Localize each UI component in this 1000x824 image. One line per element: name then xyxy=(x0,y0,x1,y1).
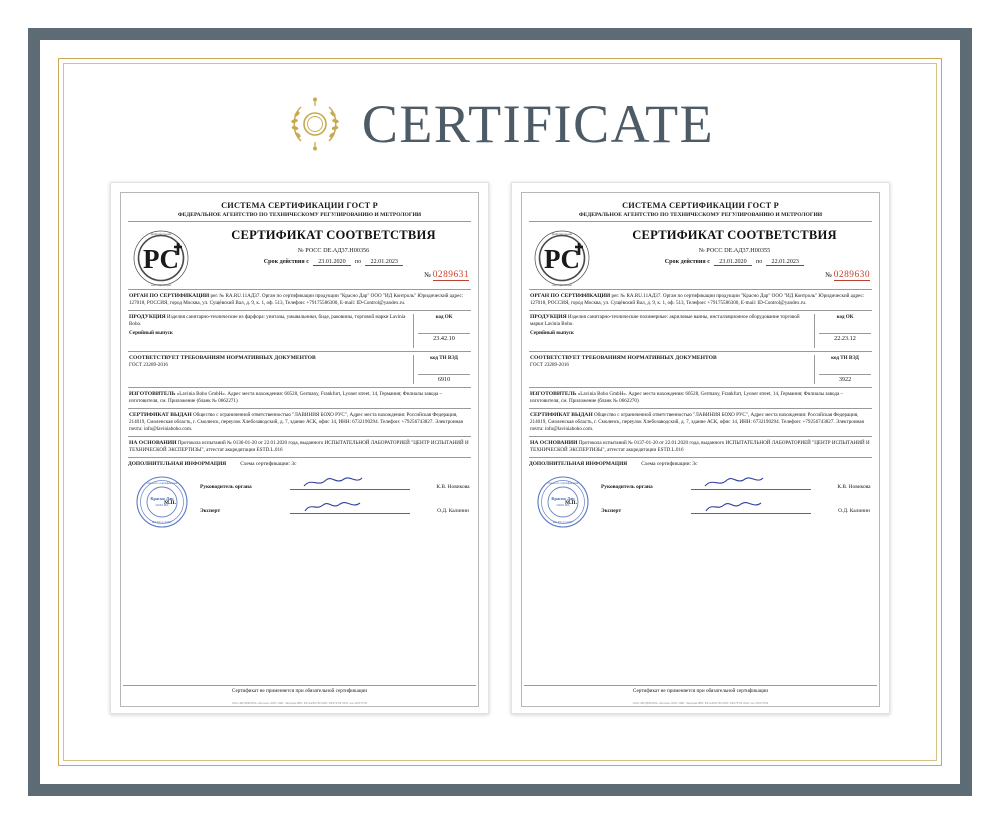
additional-info xyxy=(128,461,471,467)
ok-label: код ОК xyxy=(435,314,453,321)
tnved-value: 3922 xyxy=(819,374,871,384)
mp-label: М.П. xyxy=(565,500,577,506)
svg-text:Красно Дар: Красно Дар xyxy=(551,496,575,501)
section-product xyxy=(128,310,471,351)
section-product xyxy=(529,310,872,351)
basis-caption: НА ОСНОВАНИИ xyxy=(530,439,578,446)
signature-lines xyxy=(200,478,490,526)
validity-label: Срок действия с xyxy=(263,259,309,265)
expert-signature-line xyxy=(691,502,811,514)
head-name: К.В. Новикова xyxy=(837,484,871,490)
signature-area xyxy=(128,457,471,535)
svg-text:сертификация: сертификация xyxy=(551,283,573,287)
head-signature-row xyxy=(601,478,891,490)
svg-text:Добровольная: Добровольная xyxy=(551,232,573,236)
round-blue-stamp-icon xyxy=(134,474,190,530)
expert-name: О.Д. Калинин xyxy=(437,508,469,514)
section-conformity xyxy=(529,351,872,387)
signature-scribble-icon xyxy=(703,475,765,489)
svg-text:Красно Дар: Красно Дар xyxy=(150,496,174,501)
reg-number: РОСС DE.АД37.Н00355 xyxy=(706,247,771,254)
mp-label: М.П. xyxy=(164,500,176,506)
addinfo-text: Схема сертификации: 3с xyxy=(641,461,698,467)
signature-scribble-icon xyxy=(302,499,364,513)
issued-caption: СЕРТИФИКАТ ВЫДАН xyxy=(530,412,593,419)
tnved-label: код ТН ВЭД xyxy=(430,355,458,362)
addinfo-caption: ДОПОЛНИТЕЛЬНАЯ ИНФОРМАЦИЯ xyxy=(128,461,227,467)
maker-caption: ИЗГОТОВИТЕЛЬ xyxy=(129,391,176,397)
reg-label: № xyxy=(698,247,705,254)
head-signature-row xyxy=(200,478,490,490)
validity-from: 23.01.2020 xyxy=(714,259,752,266)
svg-text:Орган по сертификации: Орган по сертификации xyxy=(547,481,579,485)
svg-text:сертификация: сертификация xyxy=(150,283,172,287)
certificate-document-2[interactable] xyxy=(511,182,890,714)
organ-text: рег. № RA.RU.11АД37. Орган по сертификации продукции "Красно Дар" ООО "ИД Контроль" Юридический адрес: 127018, РОССИЯ, город Москва, ул. Сущёвский Вал, д. 9, к. 1, оф. 513, Телефон: +79175586300, E-mail: ID-Control@yandex.ru. xyxy=(129,293,464,307)
organ-caption: ОРГАН ПО СЕРТИФИКАЦИИ xyxy=(530,293,611,299)
certificate-header xyxy=(0,95,1000,153)
reg-number: РОСС DE.АД37.Н00356 xyxy=(305,247,370,254)
document-title: СЕРТИФИКАТ СООТВЕТСТВИЯ xyxy=(632,228,837,242)
head-role: Руководитель органа xyxy=(200,484,252,490)
issued-text: Общество с ограниченной ответственностью "ЛАВИНИЯ БОХО РУС", Адрес места нахождения: Российская Федерация, 214019, Смоленская область, г. Смоленск, переулок Хлебозаводский, д. 7, здание АСК, офис 14, ИНН: 6732190294. Телефон: +79256743827. Электронная почта: info@laviniaboho.com. xyxy=(530,412,864,433)
ok-code-box xyxy=(814,314,871,348)
head-name: К.В. Новикова xyxy=(436,484,470,490)
conformity-left xyxy=(129,355,413,384)
section-organ xyxy=(128,289,471,310)
svg-text:PC: PC xyxy=(143,244,179,274)
svg-text:Добровольная: Добровольная xyxy=(150,232,172,236)
blank-label: № xyxy=(424,271,431,279)
ok-value: 23.42.10 xyxy=(418,333,470,343)
header-main-row xyxy=(128,227,471,289)
signature-scribble-icon xyxy=(703,499,765,513)
blank-number: 0289631 xyxy=(432,270,469,280)
validity-label: Срок действия с xyxy=(664,259,710,265)
header-main-row xyxy=(529,227,872,289)
head-role: Руководитель органа xyxy=(601,484,653,490)
svg-text:Орган по сертификации: Орган по сертификации xyxy=(146,481,178,485)
additional-info xyxy=(529,461,872,467)
basis-text: Протокола испытаний № 0136-01-20 от 22.01.2020 года, выданного ИСПЫТАТЕЛЬНОЙ ЛАБОРАТОРИЕЙ "ЦЕНТР ИСПЫТАНИЙ И ТЕХНИЧЕСКОЙ ЭКСПЕРТИЗЫ", аттестат аккредитации ESTD.L.016 xyxy=(129,439,469,454)
document-title: СЕРТИФИКАТ СООТВЕТСТВИЯ xyxy=(231,228,436,242)
conform-caption: СООТВЕТСТВУЕТ ТРЕБОВАНИЯМ НОРМАТИВНЫХ ДОКУМЕНТОВ xyxy=(530,355,717,362)
svg-text:ООО ИД: ООО ИД xyxy=(155,503,169,507)
svg-text:ООО ИД: ООО ИД xyxy=(556,503,570,507)
head-signature-line xyxy=(691,478,811,490)
validity-to: 22.01.2023 xyxy=(365,259,403,266)
section-organ xyxy=(529,289,872,310)
registration-line xyxy=(196,247,471,254)
ok-value: 22.23.12 xyxy=(819,333,871,343)
signature-lines xyxy=(601,478,891,526)
signature-scribble-icon xyxy=(302,475,364,489)
conformity-left xyxy=(530,355,814,384)
validity-row xyxy=(597,259,872,266)
serial-text: Серийный выпуск xyxy=(530,330,574,337)
section-conformity xyxy=(128,351,471,387)
microtext: ООО «МЕДЕФОРМ» «Москва» ОКП: ОКП: Лицензия ФНС РФ №0002799 ОКП: 000279799 ОКП: зак. 000279799 xyxy=(231,702,368,705)
product-caption: ПРОДУКЦИЯ xyxy=(129,314,166,321)
tnved-code-box xyxy=(814,355,871,384)
expert-name: О.Д. Калинин xyxy=(838,508,870,514)
conform-text: ГОСТ 23289-2016 xyxy=(530,362,569,369)
microtext: ООО «МЕДЕФОРМ» «Москва» ОКП: ОКП: Лицензия ФНС РФ №0002799 ОКП: 000279799 ОКП: зак. 000279799 xyxy=(632,702,769,705)
tnved-code-box xyxy=(413,355,470,384)
rst-gost-emblem-icon xyxy=(529,227,595,289)
reg-label: № xyxy=(297,247,304,254)
certificates-container xyxy=(110,182,890,714)
expert-role: Эксперт xyxy=(200,508,221,514)
expert-signature-row xyxy=(601,502,891,514)
section-basis xyxy=(529,436,872,457)
blank-label: № xyxy=(825,271,832,279)
organ-caption: ОРГАН ПО СЕРТИФИКАЦИИ xyxy=(129,293,210,299)
product-text: Изделия санитарно-технические полимерные: акриловые ванны, инсталляционное оборудование торговой марки Lavinia Boho. xyxy=(530,314,800,328)
svg-text:RA.RU.11АД37: RA.RU.11АД37 xyxy=(152,520,172,524)
maker-caption: ИЗГОТОВИТЕЛЬ xyxy=(530,391,577,397)
system-title: СИСТЕМА СЕРТИФИКАЦИИ ГОСТ Р xyxy=(221,201,378,210)
issued-caption: СЕРТИФИКАТ ВЫДАН xyxy=(129,412,192,419)
svg-text:RA.RU.11АД37: RA.RU.11АД37 xyxy=(553,520,573,524)
blank-number-row xyxy=(597,270,872,280)
addinfo-caption: ДОПОЛНИТЕЛЬНАЯ ИНФОРМАЦИЯ xyxy=(529,461,628,467)
blank-number: 0289630 xyxy=(833,270,870,280)
expert-signature-row xyxy=(200,502,490,514)
conform-text: ГОСТ 23289-2016 xyxy=(129,362,168,369)
page-title: CERTIFICATE xyxy=(361,94,715,154)
certificate-document-1[interactable] xyxy=(110,182,489,714)
certificate-body-2 xyxy=(521,192,880,707)
laurel-wreath-icon xyxy=(286,95,344,153)
agency-title: ФЕДЕРАЛЬНОЕ АГЕНТСТВО ПО ТЕХНИЧЕСКОМУ РЕГУЛИРОВАНИЮ И МЕТРОЛОГИИ xyxy=(529,212,872,222)
addinfo-text: Схема сертификации: 3с xyxy=(240,461,297,467)
blank-number-row xyxy=(196,270,471,280)
maker-text: «Lavinia Boho GmbH». Адрес места нахождения: 60528, Germany, Frankfurt, Lyoner street, 14, Германия; Филиалы завода – изготовителя, см. Приложение (бланк № 0662271) xyxy=(129,391,443,405)
validity-to: 22.01.2023 xyxy=(766,259,804,266)
expert-role: Эксперт xyxy=(601,508,622,514)
header-right xyxy=(595,227,872,289)
ok-code-box xyxy=(413,314,470,348)
certificate-body-1 xyxy=(120,192,479,707)
product-left xyxy=(530,314,814,348)
rst-gost-emblem-icon xyxy=(128,227,194,289)
maker-text: «Lavinia Boho GmbH». Адрес места нахождения: 60528, Germany, Frankfurt, Lyoner street, 14, Германия; Филиалы завода – изготовителя, см. Приложение (бланк № 0662270) xyxy=(530,391,844,405)
serial-text: Серийный выпуск xyxy=(129,330,173,337)
round-blue-stamp-icon xyxy=(535,474,591,530)
header-right xyxy=(194,227,471,289)
footnote: Сертификат не применяется при обязательной сертификации xyxy=(123,685,476,694)
conform-caption: СООТВЕТСТВУЕТ ТРЕБОВАНИЯМ НОРМАТИВНЫХ ДОКУМЕНТОВ xyxy=(129,355,316,362)
validity-to-label: по xyxy=(354,259,362,265)
section-manufacturer xyxy=(128,387,471,408)
signature-area xyxy=(529,457,872,535)
issued-text: Общество с ограниченной ответственностью "ЛАВИНИЯ БОХО РУС", Адрес места нахождения: Российская Федерация, 214019, Смоленская область, г. Смоленск, переулок Хлебозаводский, д. 7, здание АСК, офис 14, ИНН: 6732190294. Телефон: +79256743827. Электронная почта: info@laviniaboho.com. xyxy=(129,412,463,433)
registration-line xyxy=(597,247,872,254)
expert-signature-line xyxy=(290,502,410,514)
validity-to-label: по xyxy=(755,259,763,265)
product-left xyxy=(129,314,413,348)
basis-caption: НА ОСНОВАНИИ xyxy=(129,439,177,446)
section-issued-to xyxy=(529,408,872,436)
organ-text: рег. № RA.RU.11АД37. Орган по сертификации продукции "Красно Дар" ООО "ИД Контроль" Юридический адрес: 127018, РОССИЯ, город Москва, ул. Сущёвский Вал, д. 9, к. 1, оф. 513, Телефон: +79175586300, E-mail: ID-Control@yandex.ru. xyxy=(530,293,865,307)
product-caption: ПРОДУКЦИЯ xyxy=(530,314,567,321)
tnved-value: 6910 xyxy=(418,374,470,384)
agency-title: ФЕДЕРАЛЬНОЕ АГЕНТСТВО ПО ТЕХНИЧЕСКОМУ РЕГУЛИРОВАНИЮ И МЕТРОЛОГИИ xyxy=(128,212,471,222)
system-title: СИСТЕМА СЕРТИФИКАЦИИ ГОСТ Р xyxy=(622,201,779,210)
svg-text:PC: PC xyxy=(544,244,580,274)
section-basis xyxy=(128,436,471,457)
validity-from: 23.01.2020 xyxy=(313,259,351,266)
footnote: Сертификат не применяется при обязательной сертификации xyxy=(524,685,877,694)
product-text: Изделия санитарно-технические из фарфора: унитазы, умывальники, биде, раковины, торговой марки Lavinia Boho. xyxy=(129,314,406,328)
section-issued-to xyxy=(128,408,471,436)
head-signature-line xyxy=(290,478,410,490)
tnved-label: код ТН ВЭД xyxy=(831,355,859,362)
validity-row xyxy=(196,259,471,266)
section-manufacturer xyxy=(529,387,872,408)
ok-label: код ОК xyxy=(836,314,854,321)
basis-text: Протокола испытаний № 0137-01-20 от 22.01.2020 года, выданного ИСПЫТАТЕЛЬНОЙ ЛАБОРАТОРИЕЙ "ЦЕНТР ИСПЫТАНИЙ И ТЕХНИЧЕСКОЙ ЭКСПЕРТИЗЫ", аттестат аккредитации ESTD.L.016 xyxy=(530,439,870,454)
